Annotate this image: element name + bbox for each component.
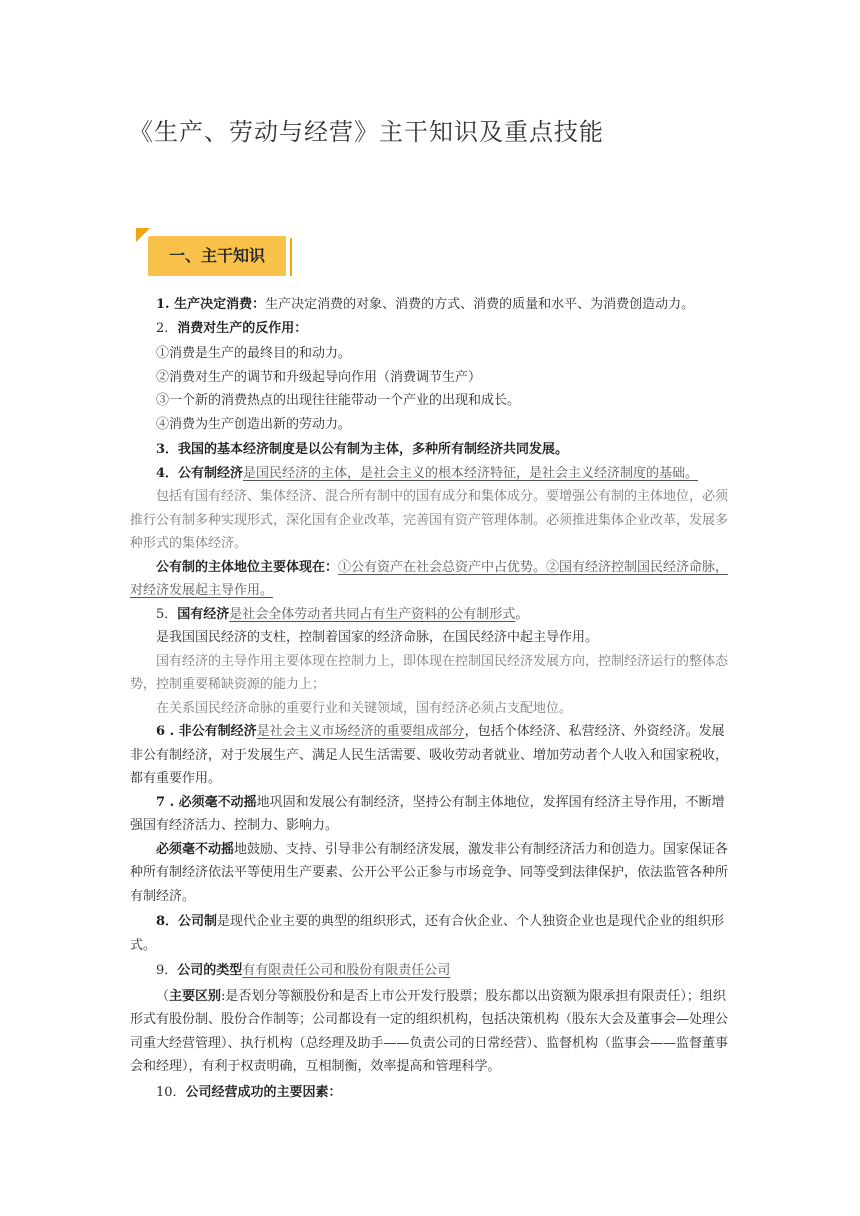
- paragraph-3: 3．我国的基本经济制度是以公有制为主体，多种所有制经济共同发展。: [156, 442, 569, 457]
- paragraph-8-heading: 8．公司制: [156, 914, 218, 929]
- paragraph-5a: 是我国国民经济的支柱，控制着国家的经济命脉，在国民经济中起主导作用。: [156, 630, 599, 645]
- paragraph-6-heading: 6 . 非公有制经济: [156, 724, 257, 739]
- paragraph-1: [130, 293, 730, 317]
- paragraph-4-main-heading: 公有制的主体地位主要体现在：: [156, 559, 339, 575]
- section-label: 一、主干知识: [168, 246, 265, 265]
- paragraph-1-text: 生产决定消费的对象、消费的方式、消费的质量和水平、为消费创造动力。: [265, 297, 695, 312]
- list-item: ①消费是生产的最终目的和动力。: [156, 346, 352, 361]
- main-content: [130, 293, 730, 1104]
- paragraph-5-underlined: 是社会全体劳动者共同占有生产资料的公有制形式: [229, 606, 516, 622]
- paragraph-6-underlined: 是社会主义市场经济的重要组成部分: [256, 724, 465, 739]
- paragraph-10: [130, 1081, 730, 1105]
- paragraph-2: [130, 317, 730, 341]
- paragraph-9-note-open: （: [156, 988, 170, 1004]
- paragraph-8: [130, 910, 730, 957]
- paragraph-1-heading: 1. 生产决定消费：: [156, 297, 266, 312]
- paragraph-6: [130, 720, 730, 791]
- paragraph-4-underlined: 是国民经济的主体，是社会主义的根本经济特征，是社会主义经济制度的基础。: [243, 465, 699, 481]
- paragraph-7-heading: 7 . 必须毫不动摇: [156, 794, 257, 810]
- paragraph-5: [130, 603, 730, 627]
- list-item: ④消费为生产创造出新的劳动力。: [156, 416, 352, 432]
- page-title: 《生产、劳动与经营》主干知识及重点技能: [129, 118, 604, 146]
- paragraph-5-heading: 国有经济: [177, 606, 230, 622]
- paragraph-5c: 在关系国民经济命脉的重要行业和关键领域，国有经济必须占支配地位。: [156, 700, 573, 716]
- paragraph-10-number: 10．: [156, 1084, 186, 1100]
- paragraph-9: [130, 959, 730, 983]
- paragraph-4-main-underlined: ①公有资产在社会总资产中占优势。②国有经济控制国民经济命脉，对经济发展起主导作用。: [130, 559, 729, 598]
- paragraph-9-heading: 公司的类型: [177, 963, 243, 978]
- paragraph-4: [130, 462, 730, 486]
- section-side-bar: [290, 238, 292, 276]
- paragraph-10-heading: 公司经营成功的主要因素：: [185, 1084, 342, 1100]
- paragraph-2-heading: 消费对生产的反作用：: [177, 320, 308, 336]
- paragraph-9-underlined: 有有限责任公司和股份有限责任公司: [242, 963, 451, 978]
- paragraph-9-number: 9．: [156, 963, 178, 978]
- paragraph-7: [130, 791, 730, 838]
- paragraph-4-body: 包括有国有经济、集体经济、混合所有制中的国有成分和集体成分。要增强公有制的主体地位，必须推行公有制多种实现形式，深化国有企业改革，完善国有资产管理体制。必须推进集体企业改革，发展多种形式的集体经济。: [130, 489, 729, 551]
- paragraph-9-note-text: :是否划分等额股份和是否上市公开发行股票；股东都以出资额为限承担有限责任）；组织形式有股份制、股份合作制等；公司都设有一定的组织机构，包括决策机构（股东大会及董事会—处理公司重大经营管理）、执行机构（总经理及助手——负责公司的日常经营）、监督机构（监事会——监督董事会和经理），有利于权责明确，互相制衡，效率提高和管理科学。: [130, 988, 729, 1074]
- list-item: ③一个新的消费热点的出现往往能带动一个产业的出现和成长。: [156, 393, 521, 408]
- paragraph-7b-text: 地鼓励、支持、引导非公有制经济发展，激发非公有制经济活力和创造力。国家保证各种所有制经济依法平等使用生产要素、公开公平公正参与市场竞争、同等受到法律保护，依法监管各种所有制经济。: [130, 841, 729, 904]
- paragraph-6-text: ，包括个体经济、私营经济、外资经济。发展非公有制经济，对于发展生产、满足人民生活需要、吸收劳动者就业、增加劳动者个人收入和国家税收，都有重要作用。: [130, 724, 729, 786]
- paragraph-8-text: 是现代企业主要的典型的组织形式，还有合伙企业、个人独资企业也是现代企业的组织形式。: [130, 914, 725, 953]
- paragraph-2-number: 2．: [156, 320, 178, 336]
- section-header: [136, 228, 296, 280]
- paragraph-9-note-heading: 主要区别: [169, 988, 222, 1004]
- paragraph-7b-heading: 必须毫不动摇: [156, 841, 235, 857]
- paragraph-9-note: [130, 985, 730, 1079]
- paragraph-4-heading: 4．公有制经济: [156, 465, 244, 481]
- section-badge: [148, 236, 286, 276]
- paragraph-5-number: 5．: [156, 606, 178, 622]
- paragraph-7b: [130, 838, 730, 909]
- list-item: ②消费对生产的调节和升级起导向作用（消费调节生产）: [156, 369, 482, 385]
- paragraph-7-text: 地巩固和发展公有制经济，坚持公有制主体地位，发挥国有经济主导作用，不断增强国有经济活力、控制力、影响力。: [130, 794, 725, 833]
- paragraph-5-end: 。: [515, 606, 529, 622]
- paragraph-5b: 国有经济的主导作用主要体现在控制力上，即体现在控制国民经济发展方向，控制经济运行的整体态势，控制重要稀缺资源的能力上；: [130, 653, 729, 692]
- paragraph-4-main: [130, 556, 730, 603]
